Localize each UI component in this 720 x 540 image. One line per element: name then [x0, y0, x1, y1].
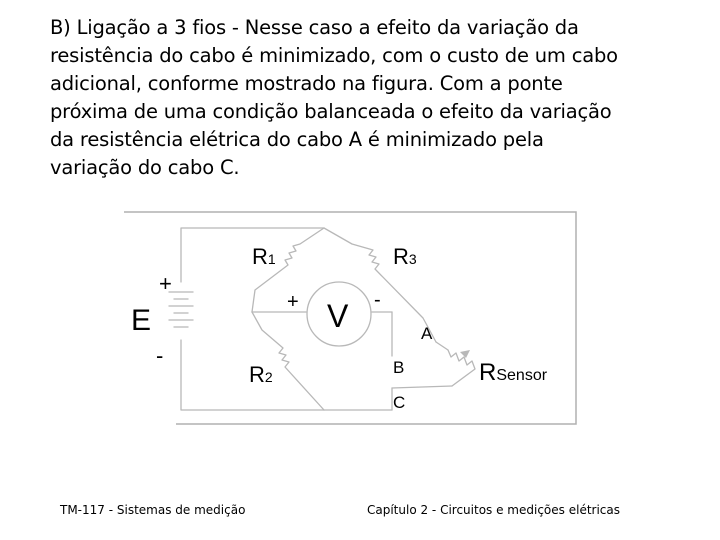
source-plus-label: + [159, 271, 172, 296]
source-label: E [131, 304, 152, 337]
r1-label: R1 [252, 244, 276, 269]
text-line-4: próxima de uma condição balanceada o efeito da variação [50, 100, 612, 123]
sensor-resistor [448, 350, 475, 386]
cable-c-wire [392, 386, 452, 388]
text-line-6: variação do cabo C. [50, 156, 240, 179]
r2-label: R2 [249, 362, 273, 387]
r2-resistor [252, 312, 324, 410]
sensor-label: RSensor [479, 359, 548, 386]
meter-plus-label: + [287, 291, 299, 313]
text-line-1: B) Ligação a 3 fios - Nesse caso a efeito da variação da [50, 16, 579, 39]
r3-label: R3 [393, 244, 417, 269]
wire-c-label: C [393, 393, 406, 412]
diagram-frame [124, 212, 576, 424]
wire-b-label: B [393, 358, 405, 377]
meter-minus-label: - [374, 289, 381, 311]
text-line-2: resistência do cabo é minimizado, com o custo de um cabo [50, 44, 618, 67]
meter-label: V [327, 298, 349, 334]
text-line-5: da resistência elétrica do cabo A é minimizado pela [50, 128, 544, 151]
battery-symbol [169, 292, 193, 327]
source-minus-label: - [156, 343, 164, 368]
footer-course: TM-117 - Sistemas de medição [60, 503, 246, 517]
sensor-arrow-icon [460, 350, 470, 358]
text-line-3: adicional, conforme mostrado na figura. Com a ponte [50, 72, 563, 95]
cable-a-wire [436, 342, 448, 350]
footer-chapter: Capítulo 2 - Circuitos e medições elétricas [367, 503, 620, 517]
wire-a-label: A [421, 324, 433, 343]
